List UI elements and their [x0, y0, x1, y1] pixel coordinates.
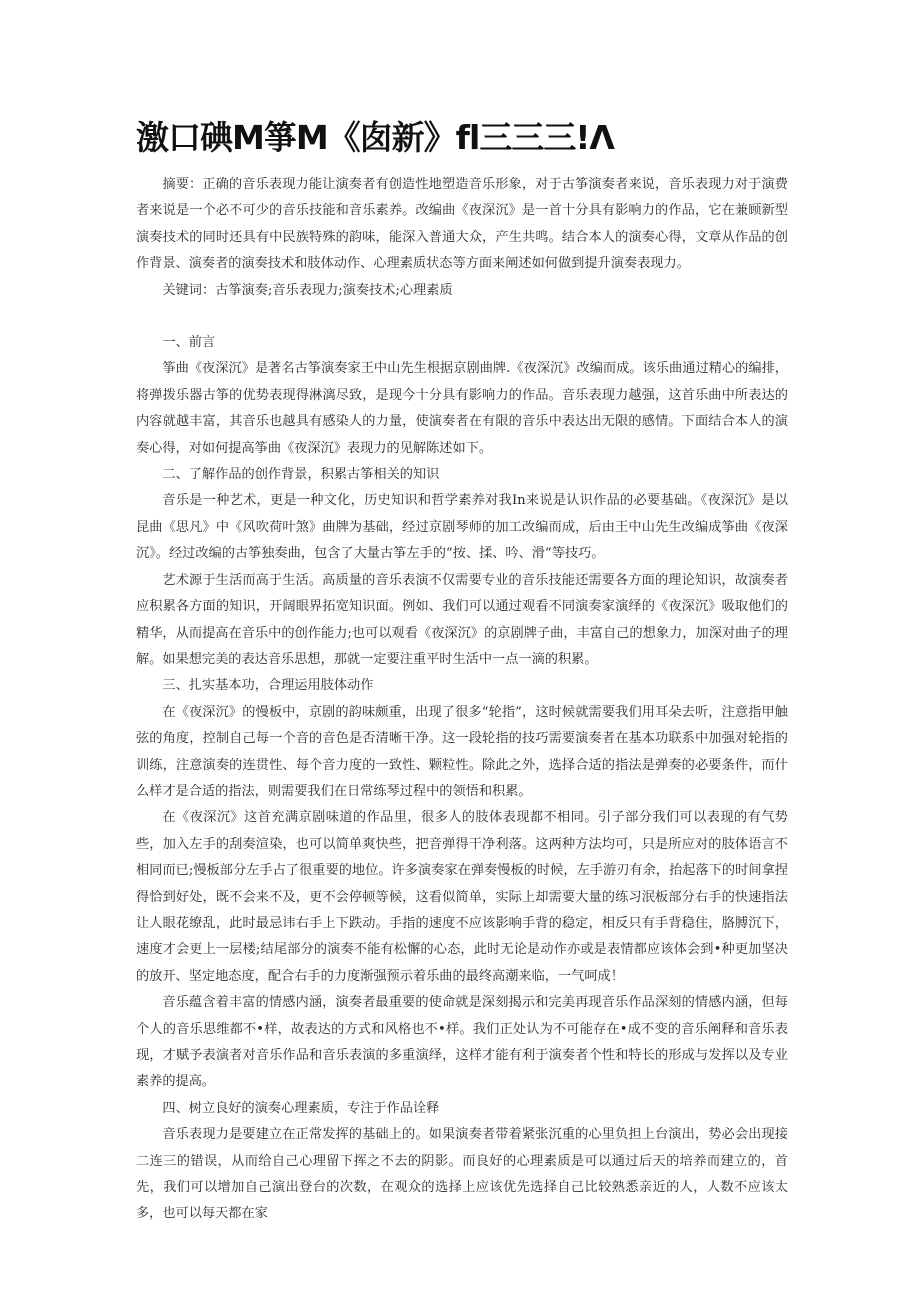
document-body: [136, 172, 788, 1228]
page-title: 激口碘M箏M《囱新》fl三三三!Λ: [136, 118, 614, 157]
section-spacer: [136, 304, 788, 330]
section-3-paragraph-1: 在《夜深沉》的慢板中，京剧的韵味颇重，出现了很多“轮指”，这时候就需要我们用耳朵去听，注意指甲触弦的角度，控制自己每一个音的音色是否清晰干净。这一段轮指的技巧需要演奏者在基本功联系中加强对轮指的训练，注意演奏的连贯性、每个音力度的一致性、颗粒性。除此之外，选择合适的指法是弹奏的必要条件，而什么样才是合适的指法，则需要我们在日常练琴过程中的领悟和积累。: [136, 704, 788, 799]
section-heading-3: 三、扎实基本功，合理运用肢体动作: [162, 678, 374, 694]
abstract-paragraph: 摘要：正确的音乐表现力能让演奏者有创造性地塑造音乐形象，对于古筝演奏者来说，音乐表现力对于演费者来说是一个必不可少的音乐技能和音乐素养。改编曲《夜深沉》是一首十分具有影响力的作品，它在兼顾新型演奏技术的同时还具有中民族特殊的韵味，能深入普通大众，产生共鸣。结合本人的演奏心得，文章从作品的创作背景、演奏者的演奏技术和肢体动作、心理素质状态等方面来阐述如何做到提升演奏表现力。: [136, 177, 788, 272]
keywords-line: 关键词：古筝演奏;音乐表现力;演奏技术;心理素质: [162, 282, 453, 298]
section-heading-1: 一、前言: [162, 335, 216, 351]
section-2-paragraph-2: 艺术源于生活而高于生活。高质量的音乐表演不仅需要专业的音乐技能还需要各方面的理论知识，故演奏者应积累各方面的知识，开阔眼界拓宽知识面。例如、我们可以通过观看不同演奏家演绎的《夜深沉》吸取他们的精华，从而提高在音乐中的创作能力;也可以观看《夜深沉》的京剧牌子曲，丰富自己的想象力，加深对曲子的理解。如果想完美的表达音乐思想，那就一定要注重平时生活中一点一滴的积累。: [136, 572, 788, 667]
section-1-paragraph-1: 筝曲《夜深沉》是著名古筝演奏家王中山先生根据京剧曲牌.《夜深沉》改编而成。该乐曲通过精心的编排，将弹拨乐器古筝的优势表现得淋漓尽致，是现今十分具有影响力的作品。音乐表现力越强，这首乐曲中所表达的内容就越丰富，其音乐也越具有感染人的力量，使演奏者在有限的音乐中表达出无限的感情。下面结合本人的演奏心得，对如何提高筝曲《夜深沉》表现力的见解陈述如下。: [136, 361, 788, 456]
section-3-paragraph-2: 在《夜深沉》这首充满京剧味道的作品里，很多人的肢体表现都不相同。引子部分我们可以表现的有气势些，加入左手的刮奏渲染，也可以简单爽快些，把音弹得干净利落。这两种方法均可，只是所应对的肢体语言不相同而已;慢板部分左手占了很重要的地位。许多演奏家在弹奏慢板的时候，左手游刃有余，抬起落下的时间拿捏得恰到好处，既不会来不及，更不会停顿等候，这看似简单，实际上却需要大量的练习泯板部分右手的快速指法让人眼花缭乱，此时最忌讳右手上下跌动。手指的速度不应该影响手背的稳定，相反只有手背稳住，胳膊沉下，速度才会更上一层楼;结尾部分的演奏不能有松懈的心态，此时无论是动作亦或是表情都应该体会到•种更加坚决的放开、坚定地态度，配合右手的力度渐强预示着乐曲的最终高潮来临，一气呵成！: [136, 810, 788, 984]
section-heading-2: 二、了解作品的创作背景，积累古筝相关的知识: [162, 467, 440, 483]
section-2-paragraph-1: 音乐是一种艺术，更是一种文化，历史知识和哲学素养对我In来说是认识作品的必要基础。《夜深沉》是以昆曲《思凡》中《风吹荷叶煞》曲牌为基础，经过京剧琴师的加工改编而成，后由王中山先生改编成筝曲《夜深沉》。经过改编的古筝独奏曲，包含了大量古筝左手的“按、揉、吟、滑”等技巧。: [136, 493, 788, 562]
section-heading-4: 四、树立良好的演奏心理素质，专注于作品诠释: [162, 1100, 440, 1116]
section-4-paragraph-1: 音乐表现力是要建立在正常发挥的基础上的。如果演奏者带着紧张沉重的心里负担上台演出，势必会出现接二连三的错误，从而给自己心理留下挥之不去的阴影。而良好的心理素质是可以通过后天的培养而建立的，首先，我们可以增加自己演出登台的次数，在观众的选择上应该优先选择自己比较熟悉亲近的人，人数不应该太多，也可以每天都在家: [136, 1127, 788, 1222]
section-3-paragraph-3: 音乐蕴含着丰富的情感内涵，演奏者最重要的使命就是深刻揭示和完美再现音乐作品深刻的情感内涵，但每个人的音乐思维都不•样，故表达的方式和风格也不•样。我们正处认为不可能存在•成不变的音乐阐释和音乐表现，才赋予表演者对音乐作品和音乐表演的多重演绎，这样才能有利于演奏者个性和特长的形成与发挥以及专业素养的提高。: [136, 995, 788, 1090]
